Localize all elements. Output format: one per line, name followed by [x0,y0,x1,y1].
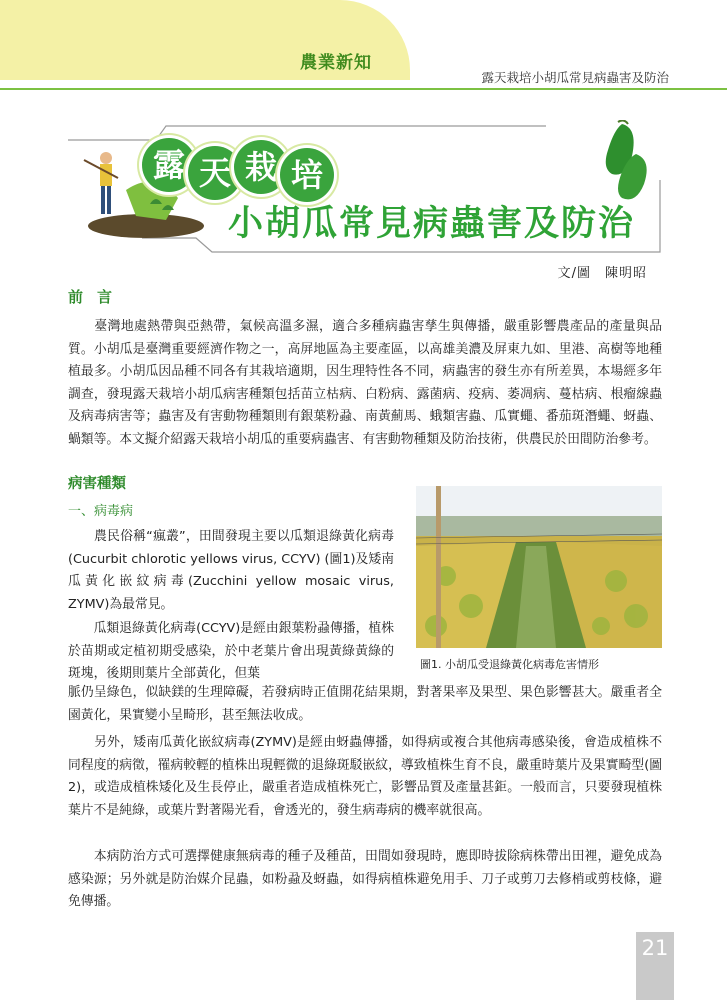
section-label: 農業新知 [300,53,372,73]
virus-paragraph-1: 農民俗稱“瘋叢”，田間發現主要以瓜類退綠黃化病毒(Cucurbit chlorotic yellows virus, CCYV) (圖1)及矮南瓜黃化嵌紋病毒(Zucchini yellow mosaic virus, ZYMV)為最常見。 [68,529,394,612]
title-circle-2: 天 [188,146,242,200]
figure-1-photo [416,486,662,648]
title-circle-1: 露 [142,138,196,192]
virus-subheading: 一、病毒病 [68,504,134,519]
intro-heading: 前言 [68,288,127,306]
article-title: 小胡瓜常見病蟲害及防治 [228,204,636,244]
disease-heading: 病害種類 [68,476,126,492]
virus-paragraph-2a: 瓜類退綠黃化病毒(CCYV)是經由銀葉粉蝨傳播，植株於苗期或定植初期受感染，於中老葉片會出現黃綠黃綠的斑塊，後期則葉片全部黃化，但葉 [68,621,394,682]
running-title: 露天栽培小胡瓜常見病蟲害及防治 [481,70,669,85]
page-number: 21 [636,932,674,1000]
byline: 文/圖 陳明昭 [557,266,647,281]
figure-1-caption: 圖1. 小胡瓜受退綠黃化病毒危害情形 [420,658,599,671]
intro-paragraph: 臺灣地處熱帶與亞熱帶，氣候高溫多濕，適合多種病蟲害孳生與傳播，嚴重影響農產品的產量與品質。小胡瓜是臺灣重要經濟作物之一，高屏地區為主要產區，以高雄美濃及屏東九如、里港、高樹等地種植最多。小胡瓜因品種不同各有其栽培適期，因生理特性各不同，病蟲害的發生亦有所差異，本場經多年調查，發現露天栽培小胡瓜病害種類包括苗立枯病、白粉病、露菌病、疫病、萎凋病、蔓枯病、根瘤線蟲及病毒病害等；蟲害及有害動物種類則有銀葉粉蝨、南黃薊馬、蛾類害蟲、瓜實蠅、番茄斑潛蠅、蚜蟲、蝸類等。本文擬介紹露天栽培小胡瓜的重要病蟲害、有害動物種類及防治技術，供農民於田間防治參考。 [68,319,662,447]
virus-paragraph-3: 另外，矮南瓜黃化嵌紋病毒(ZYMV)是經由蚜蟲傳播，如得病或複合其他病毒感染後，會造成植株不同程度的病徵，罹病較輕的植株出現輕微的退綠斑駁嵌紋，導致植株生育不良，嚴重時葉片及果實畸型(圖2)，或造成植株矮化及生長停止，嚴重者造成植株死亡，影響品質及產量甚鉅。一般而言，只要發現植株葉片不是純綠，或葉片對著陽光看，會透光的，發生病毒病的機率就很高。 [68,735,662,818]
title-circle-3: 栽 [234,140,288,194]
cucumber-illustration-icon [606,120,647,199]
header-divider [0,88,727,90]
banner-frame-top [68,126,546,140]
virus-paragraph-2b: 脈仍呈綠色，似缺鎂的生理障礙，若發病時正值開花結果期，對著果率及果型、果色影響甚大。嚴重者全園黃化，果實變小呈畸形，甚至無法收成。 [68,685,662,723]
virus-paragraph-4: 本病防治方式可選擇健康無病毒的種子及種苗，田間如發現時，應即時拔除病株帶出田裡，避免成為感染源；另外就是防治媒介昆蟲，如粉蝨及蚜蟲，如得病植株避免用手、刀子或剪刀去修梢或剪枝條，避免傳播。 [68,849,662,910]
title-circle-4: 培 [280,148,334,202]
